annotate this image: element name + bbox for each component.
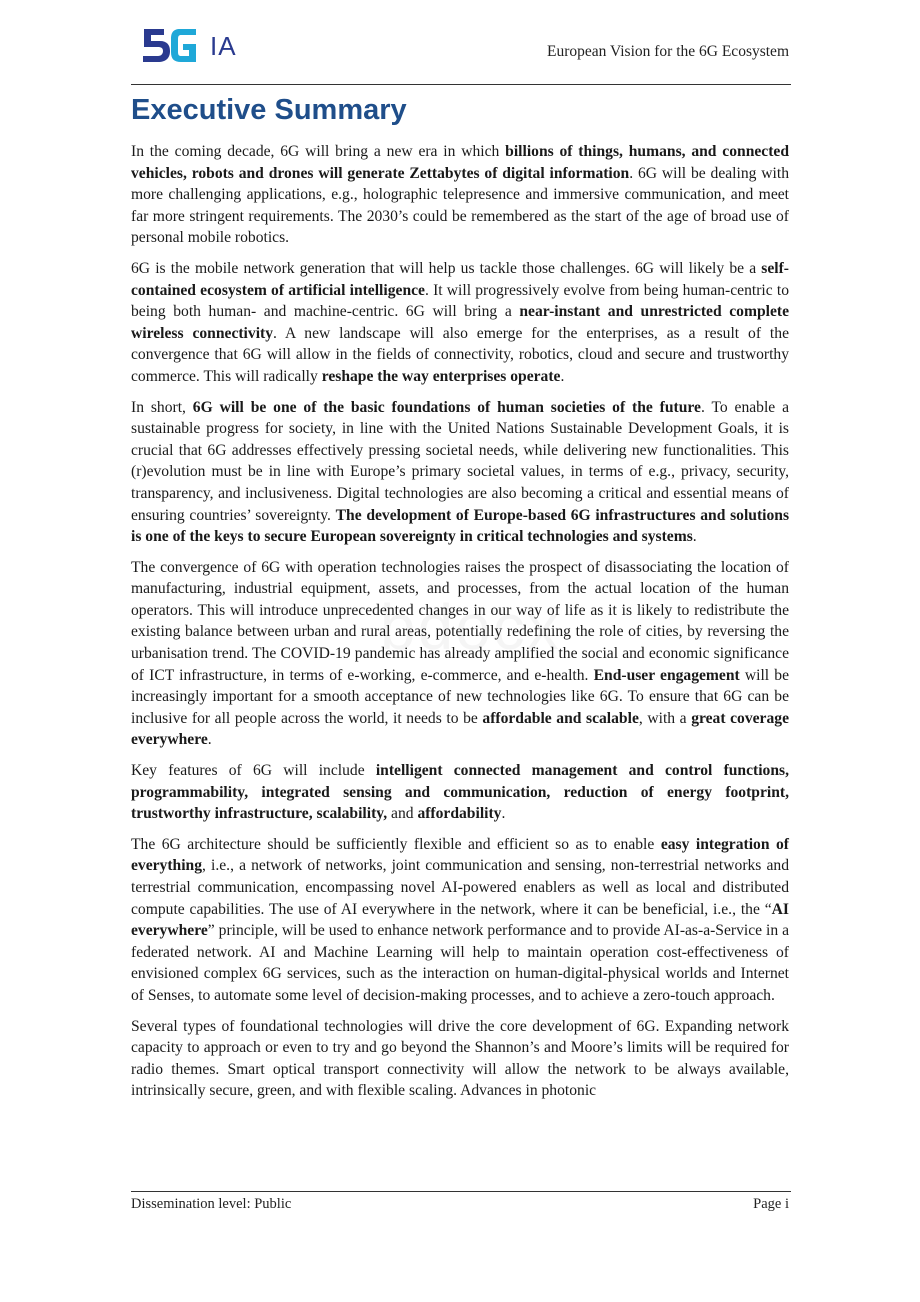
text-run: In short, xyxy=(131,398,193,416)
section-title: Executive Summary xyxy=(131,94,407,126)
bold-text: billions of things, humans, and connected vehicles, robots and drones will generate Zettabytes of digital information xyxy=(131,143,789,182)
paragraph xyxy=(131,760,789,825)
bold-text: affordability xyxy=(417,805,502,823)
bold-text: intelligent connected management and control functions, programmability, integrated sensing and communication, reduction of energy footprint, trustworthy infrastructure, scalability, xyxy=(131,762,789,823)
bold-text: great coverage everywhere xyxy=(131,709,789,749)
bold-text: easy integration of everything xyxy=(131,835,789,875)
text-run: . It will progressively evolve from being human-centric to being both human- and machine-centric. 6G will bring a xyxy=(131,281,789,321)
page-number: Page i xyxy=(753,1196,789,1212)
footer-divider xyxy=(131,1191,791,1192)
text-run: . xyxy=(501,805,506,823)
text-run: In the coming decade, 6G will bring a new era in which xyxy=(131,143,506,160)
paragraph xyxy=(131,834,789,1007)
bold-text: self-contained ecosystem of artificial intelligence xyxy=(131,259,789,299)
text-run: 6G is the mobile network generation that will help us tackle those challenges. 6G will likely be a xyxy=(131,259,762,277)
dissemination-level: Dissemination level: Public xyxy=(131,1196,292,1212)
bold-text: near-instant and unrestricted complete wireless connectivity xyxy=(131,303,789,342)
text-run: . xyxy=(692,528,697,546)
header-divider xyxy=(131,84,791,85)
text-run: and xyxy=(387,805,418,823)
bold-text: AI everywhere xyxy=(131,900,789,940)
text-run: ” principle, will be used to enhance network performance and to provide AI-as-a-Service in a federated network. AI and Machine Learning will help to maintain operation cost-effectiveness of envisioned complex 6G services, such as the interaction on human-digital-physical worlds and Internet of Senses, to automate some level of decision-making processes, and to achieve a zero-touch approach. xyxy=(131,922,789,1004)
text-run: , i.e., a network of networks, joint communication and sensing, non-terrestrial networks and terrestrial communication, encompassing novel AI-powered enablers as well as local and distributed compute capabilities. The use of AI everywhere in the network, where it can be beneficial, i.e., the “ xyxy=(131,857,789,918)
bold-text: affordable and scalable xyxy=(482,709,639,727)
bold-text: reshape the way enterprises operate xyxy=(321,367,561,385)
text-run: . xyxy=(560,367,565,385)
paragraph xyxy=(131,141,789,249)
bold-text: 6G will be one of the basic foundations of human societies of the future xyxy=(192,398,701,416)
paragraph xyxy=(131,258,789,388)
text-run: . To enable a sustainable progress for society, in line with the United Nations Sustainable Development Goals, it is crucial that 6G addresses effectively pressing societal needs, while delivering new functionalities. This (r)evolution must be in line with Europe’s primary societal values, in terms of e.g., privacy, security, transparency, and inclusiveness. Digital technologies are also becoming a critical and essential means of ensuring countries’ sovereignty. xyxy=(131,398,790,524)
paragraph xyxy=(131,557,789,751)
text-run: , with a xyxy=(638,709,692,727)
text-run: will be increasingly important for a smooth acceptance of new technologies like 6G. To ensure that 6G can be inclusive for all people across the world, it needs to be xyxy=(131,666,790,727)
text-run: The convergence of 6G with operation technologies raises the prospect of disassociating the location of manufacturing, industrial equipment, assets, and processes, from the actual location of the human operators. This will introduce unprecedented changes in our way of life as it is likely to redistribute the existing balance between urban and rural areas, potentially redefining the role of cities, by reversing the urbanisation trend. The COVID-19 pandemic has already amplified the social and economic significance of ICT infrastructure, in terms of e-working, e-commerce, and e-health. xyxy=(131,558,789,684)
text-run: Several types of foundational technologies will drive the core development of 6G. Expanding network capacity to approach or even to try and go beyond the Shannon’s and Moore’s limits will be required for radio themes. Smart optical transport connectivity will allow the network to be always available, intrinsically secure, green, and with flexible scaling. Advances in photonic xyxy=(131,1017,789,1100)
5g-logo-mark-icon xyxy=(140,27,198,65)
5gia-logo xyxy=(140,26,237,66)
text-run: The 6G architecture should be sufficiently flexible and efficient so as to enable xyxy=(131,835,661,853)
text-run: . A new landscape will also emerge for the enterprises, as a result of the convergence that 6G will allow in the fields of connectivity, robotics, cloud and secure and trustworthy commerce. This will radically xyxy=(131,324,789,385)
paragraph xyxy=(131,1016,789,1102)
running-header-title: European Vision for the 6G Ecosystem xyxy=(547,43,789,60)
body-text xyxy=(131,141,789,1111)
paragraph xyxy=(131,397,789,548)
text-run: . 6G will be dealing with more challenging applications, e.g., holographic telepresence and immersive communication, and meet far more stringent requirements. The 2030’s could be remembered as the start of the age of broad use of personal mobile robotics. xyxy=(131,164,790,247)
bold-text: The development of Europe-based 6G infrastructures and solutions is one of the keys to secure European sovereignty in critical technologies and systems xyxy=(131,506,790,546)
text-run: Key features of 6G will include xyxy=(131,762,376,780)
text-run: . xyxy=(207,731,212,749)
logo-text: IA xyxy=(210,30,237,61)
bold-text: End-user engagement xyxy=(593,666,740,684)
